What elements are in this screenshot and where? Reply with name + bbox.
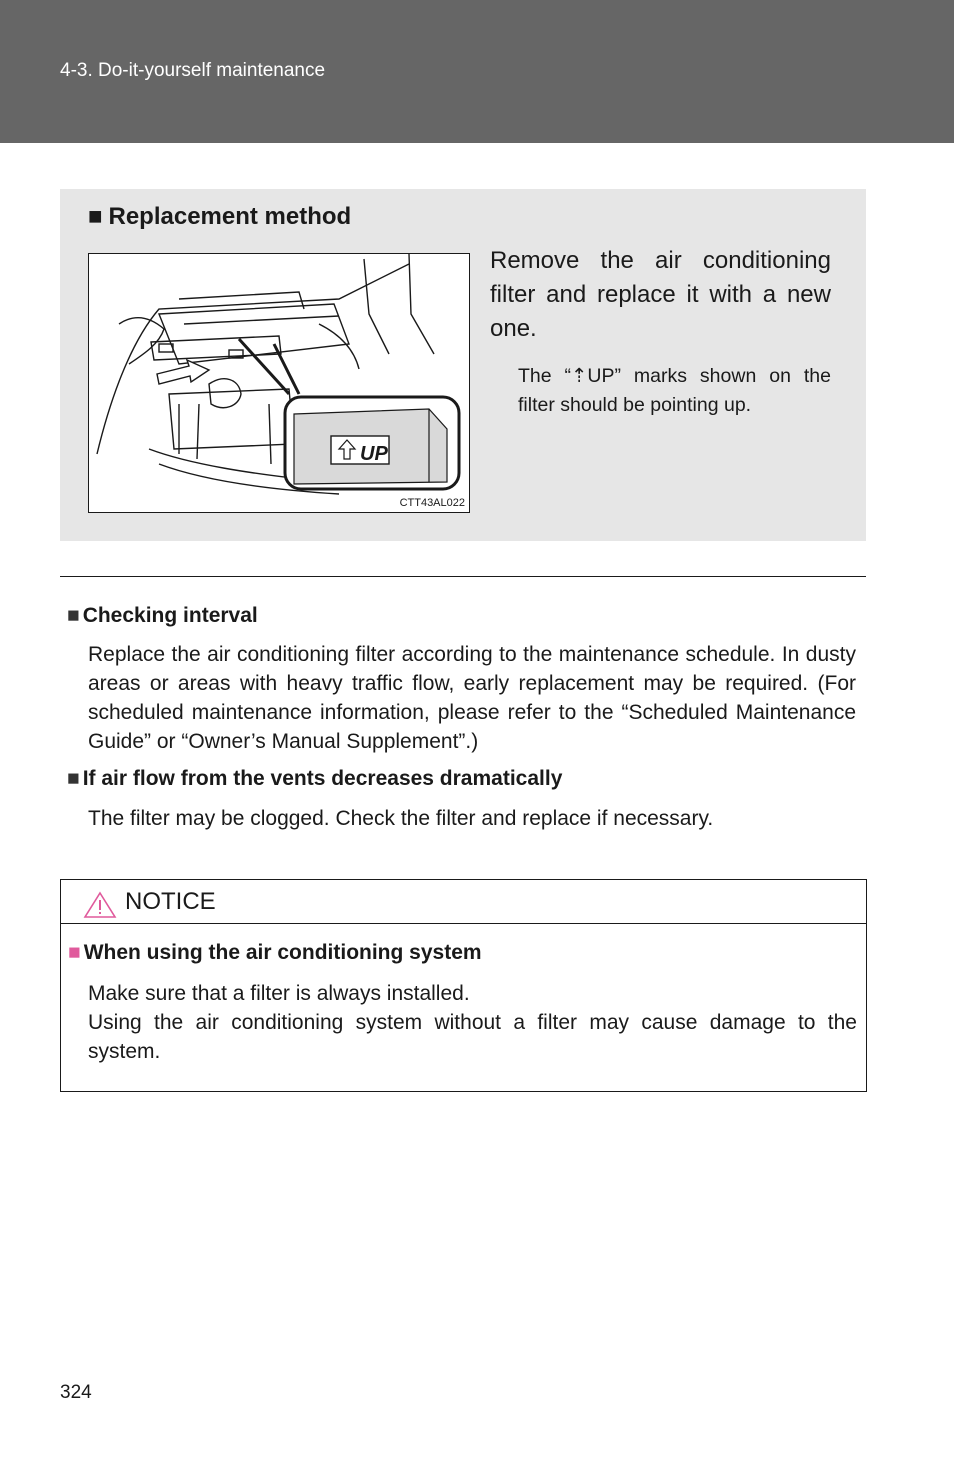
page-number: 324: [60, 1382, 92, 1403]
notice-heading: [68, 941, 482, 965]
square-bullet-icon: ■: [67, 767, 80, 790]
page-header: [0, 0, 954, 143]
notice-heading-text: When using the air conditioning system: [83, 941, 482, 964]
checking-interval-body: Replace the air conditioning filter according to the maintenance schedule. In dusty areas or areas with heavy traffic flow, early replacement may be required. (For scheduled maintenance information, please refer to the “Scheduled Maintenance Guide” or “Owner’s Manual Supplement”.): [88, 643, 856, 753]
replacement-heading: [88, 203, 351, 231]
warning-triangle-icon: [83, 891, 117, 919]
square-bullet-icon: ■: [67, 604, 80, 627]
notice-line-1: Make sure that a filter is always installed.: [88, 982, 470, 1005]
notice-header: [61, 880, 866, 924]
replacement-heading-text: Replacement method: [108, 203, 352, 230]
section-title: 4-3. Do-it-yourself maintenance: [60, 60, 326, 81]
replacement-note: The “⇡UP” marks shown on the filter should be pointing up.: [518, 365, 831, 416]
air-flow-heading-text: If air flow from the vents decreases dramatically: [82, 767, 563, 790]
filter-illustration: [88, 253, 470, 513]
square-bullet-icon: ■: [88, 203, 103, 230]
up-mark-label: UP: [360, 443, 388, 465]
figure-code: CTT43AL022: [399, 497, 465, 509]
air-flow-body: The filter may be clogged. Check the filter and replace if necessary.: [88, 807, 714, 830]
checking-interval-heading-text: Checking interval: [82, 604, 258, 627]
notice-box: [60, 879, 867, 1092]
notice-title: NOTICE: [125, 888, 216, 915]
checking-interval-heading: [67, 604, 258, 628]
square-bullet-icon: ■: [68, 941, 81, 964]
air-flow-heading: [67, 767, 562, 791]
filter-drawing: [89, 254, 469, 512]
notice-line-2: Using the air conditioning system without a filter may cause damage to the system.: [88, 1011, 857, 1063]
replacement-step: Remove the air conditioning filter and replace it with a new one.: [490, 247, 831, 342]
section-divider: [60, 576, 866, 577]
notice-body: [88, 979, 857, 1066]
